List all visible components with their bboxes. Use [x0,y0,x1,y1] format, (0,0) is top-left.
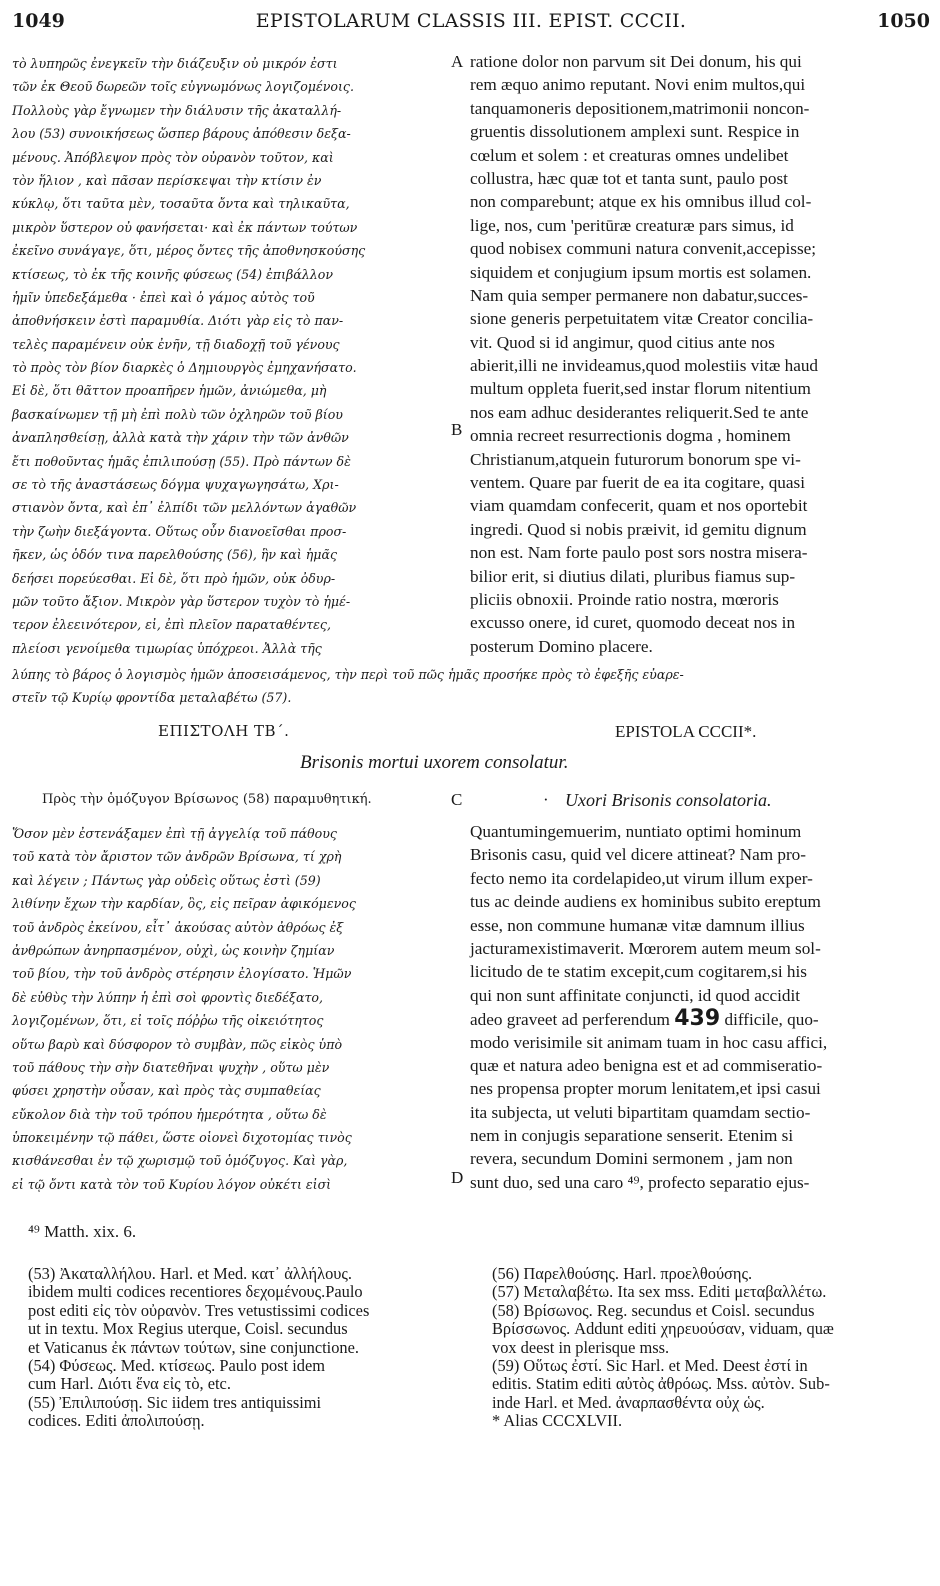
latin-text-line: omnia recreet resurrectionis dogma , hominem [470,426,791,446]
greek-text-line: ῆκεν, ὡς ὁδόν τινα παρελθούσης (56), ἣν καὶ ἡμᾶς [12,547,338,563]
latin-text-line: nes propensa propter morum lenitatem,et ipsi casui [470,1079,821,1099]
greek-text-line: ἔτι ποθοῦντας ἡμᾶς ἐπιλιπούσῃ (55). Πρὸ πάντων δὲ [12,453,351,469]
note-line: Βρίσσωνος. Addunt editi χηρευούσαν, viduam, quæ [492,1319,834,1339]
latin-text-line: nos eam adhuc desiderantes reliquerit.Sed te ante [470,402,809,422]
greek-text-line: ἀποθνήσκειν ἐστὶ παραμυθία. Διότι γὰρ εἰς τὸ παν- [12,313,344,329]
latin-subtitle: Uxori Brisonis consolatoria. [565,790,772,810]
epistle-argument: Brisonis mortui uxorem consolatur. [300,752,569,773]
greek-text-line: τοῦ πάθους τὴν σὴν διατεθῆναι ψυχὴν , οὕτω μὲν [12,1059,330,1075]
latin-text-line: nem in conjugis separatione senserit. Etenim si [470,1126,794,1146]
note-line: post editi εἰς τὸν οὐρανὸν. Tres vetustissimi codices [28,1300,370,1320]
greek-text-line: τὴν ζωὴν διεξάγοντα. Οὕτως οὖν διανοεῖσθαι προσ- [12,523,347,539]
greek-text-line: στιανὸν ὄντα, καὶ ἐπ᾽ ἐλπίδι τῶν μελλόντων ἀγαθῶν [12,500,357,516]
latin-text-line: gruentis dissolutionem amplexi sunt. Respice in [470,122,800,142]
latin-text-line: collustra, hæc quæ tot et tanta sunt, paulo post [470,168,788,188]
note-line: codices. Editi ἀπολιπούσῃ. [28,1411,205,1431]
margin-marker-a: A [451,52,464,71]
greek-text-line: λου (53) συνοικήσεως ὥσπερ βάρους ἀπόθεσιν δεξα- [12,126,351,142]
greek-text-line: ἀναπλησθείσῃ, ἀλλὰ κατὰ τὴν χάριν τὴν τῶν ἀνθῶν [12,430,349,446]
note-line: inde Harl. et Med. ἀναρπασθέντα οὐχ ὡς. [492,1392,765,1412]
page-number-left: 1049 [12,10,65,32]
latin-text-line: pliciis obnoxii. Proinde ratio nostra, mœroris [470,589,779,609]
greek-text-line: στεῖν τῷ Κυρίῳ φροντίδα μεταλαβέτω (57). [12,690,292,706]
note-line: (58) Βρίσωνος. Reg. secundus et Coisl. secundus [492,1300,815,1320]
latin-text-line: rem æquo animo reputant. Novi enim multos,qui [470,75,806,95]
margin-marker-b: B [451,420,463,439]
greek-text-line: Εἰ δὲ, ὅτι θᾶττον προαπῆρεν ἡμῶν, ἀνιώμεθα, μὴ [12,383,327,399]
greek-text-line: βασκαίνωμεν τῇ μὴ ἐπὶ πολὺ τῶν ὀχληρῶν τοῦ βίου [12,406,343,422]
latin-text-line: quæ et natura adeo benigna est et ad commiseratio- [470,1055,823,1075]
latin-text-line: non comparebunt; atque ex his omnibus illud col- [470,192,812,212]
greek-text-line: πλείοσι γενοίμεθα τιμωρίας ὑπόχρεοι. Ἀλλὰ τῆς [12,640,322,656]
note-line: (57) Μεταλαβέτω. Ita sex mss. Editi μεταβαλλέτω. [492,1282,827,1302]
latin-text-line: ita subjecta, ut veluti bipartitam quamdam sectio- [470,1102,811,1122]
margin-marker-d: D [451,1168,464,1187]
greek-text-line: σε τὸ τῆς ἀναστάσεως δόγμα ψυχαγωγησάτω, Χρι- [12,477,339,493]
latin-text-line: excusso onere, id curet, quomodo deceat nos in [470,613,796,633]
greek-text-line: τελὲς παραμένειν οὐκ ἐνῆν, τῇ διαδοχῇ τοῦ γένους [12,336,340,352]
latin-text-line: quod nobisex communi natura convenit,accepisse; [470,239,817,259]
greek-epistle-heading: ΕΠΙΣΤΟΛΗ ΤΒ΄. [158,722,290,740]
greek-text-line: οὕτω βαρὺ καὶ δύσφορον τὸ συμβὰν, πῶς εἰκὸς ὑπὸ [12,1036,343,1052]
greek-text-line: ὑποκειμένην τῷ πάθει, ὥστε οἱονεὶ διχοτομίας τινὸς [12,1130,352,1146]
latin-text-line: sione generis perpetuitatem vitæ Creator concilia- [470,309,814,329]
greek-text-line: εὔκολον διὰ τὴν τοῦ τρόπου ἡμερότητα , οὕτω δὲ [12,1106,327,1122]
latin-text-line: Quantumingemuerim, nuntiato optimi hominum [470,822,802,841]
latin-text-line: lige, nos, cum 'peritūræ creaturæ pars simus, id [470,215,794,235]
note-line: ut in textu. Mox Regius uterque, Coisl. secundus [28,1319,348,1339]
latin-column-body [470,820,930,1194]
greek-text-line: τῶν ἐκ Θεοῦ δωρεῶν τοῖς εὐγνωμόνως λογιζομένοις. [12,79,354,95]
greek-text-line: τοῦ κατὰ τὸν ἄριστον τῶν ἀνδρῶν Βρίσωνα, τί χρὴ [12,849,342,865]
latin-text-line: ventem. Quare par fuerit de ea ita cogitare, quasi [470,473,805,493]
greek-text-line: τοῦ ἀνδρὸς ἐκείνου, εἶτ᾽ ἀκούσας αὐτὸν ἀθρόως ἐξ [12,919,344,935]
latin-text-line: sunt duo, sed una caro ⁴⁹, profecto separatio ejus- [470,1172,810,1192]
latin-text-line: posterum Domino placere. [470,636,653,656]
note-line: (55) Ἐπιλιπούσῃ. Sic iidem tres antiquissimi [28,1392,322,1412]
note-line: (59) Οὕτως ἐστί. Sic Harl. et Med. Deest ἐστί in [492,1355,808,1375]
latin-text-line: bilior erit, si diutius dilati, pluribus fiamus sup- [470,566,796,586]
latin-text-line: Nam quia semper permanere non dabatur,succes- [470,285,809,305]
margin-marker-c: C [451,790,463,809]
greek-text-line: κτίσεως, τὸ ἐκ τῆς κοινῆς φύσεως (54) ἐπιβάλλον [12,266,333,282]
latin-text-line: siquidem et conjugium ipsum mortis est solamen. [470,262,812,282]
latin-column-top [470,50,930,658]
note-line: cum Harl. Διότι ἕνα εἰς τὸ, etc. [28,1374,231,1394]
notes-right-column [492,1265,932,1431]
latin-text-line: tanquamoneris depositionem,matrimonii noncon- [470,98,810,118]
running-header [12,10,930,40]
greek-subtitle: Πρὸς τὴν ὁμόζυγον Βρίσωνος (58) παραμυθητική. [42,792,372,807]
greek-text-line: ἐκεῖνο συνάγαγε, ὅτι, μέρος ὄντες τῆς ἀποθνησκούσης [12,243,366,259]
greek-text-line: καὶ λέγειν ; Πάντως γὰρ οὐδεὶς οὕτως ἐστὶ (59) [12,872,321,888]
latin-text-fragment: difficile, quo- [724,1010,819,1030]
latin-text-line: qui non sunt affinitate conjuncti, id quod accidit [470,985,800,1005]
greek-fullwidth-lines [12,663,930,710]
greek-text-line: τὸ πρὸς τὸν βίον διαρκὲς ὁ Δημιουργὸς ἐμηχανήσατο. [12,360,357,376]
greek-text-line: μῶν τοῦτο ἄξιον. Μικρὸν γὰρ ὕστερον τυχὸν τὸ ἡμέ- [12,593,351,609]
greek-column-top [12,52,452,660]
latin-text-line: tus ac deinde audiens ex hominibus subito ereptum [470,892,821,912]
latin-text-line [470,1007,930,1030]
greek-text-line: λογιζομένων, ὅτι, εἰ τοῖς πόῤῥω τῆς οἰκειότητος [12,1013,324,1029]
latin-text-line: ingredi. Quod si nobis præivit, id gemitu dignum [470,519,807,539]
note-line: ibidem multi codices recentiores δεχομένους.Paulo [28,1282,363,1302]
latin-text-line: fecto nemo ita cordelapideo,ut virum illum exper- [470,868,813,888]
latin-text-line: esse, non commune humanæ vitæ damnum illius [470,915,805,935]
latin-text-line: licitudo de te statim excepit,cum cogitarem,si his [470,962,807,982]
greek-text-line: δὲ εὐθὺς τὴν λύπην ἡ ἐπὶ σοὶ φροντὶς διεδέξατο, [12,989,324,1005]
note-line: (53) Ἀκαταλλήλου. Harl. et Med. κατ᾽ ἀλλήλους. [28,1264,352,1283]
note-line: editis. Statim editi αὐτὸς ἀθρόως. Mss. αὐτὸν. Sub- [492,1374,830,1394]
greek-text-line: τὸ λυπηρῶς ἐνεγκεῖν τὴν διάζευξιν οὐ μικρόν ἐστι [12,56,338,71]
greek-text-line: μικρὸν ὕστερον οὐ φανήσεται· καὶ ἐκ πάντων τούτων [12,219,358,235]
running-title: EPISTOLARUM CLASSIS III. EPIST. CCCII. [255,10,687,32]
greek-text-line: δεήσει πορεύεσθαι. Εἰ δὲ, ὅτι πρὸ ἡμῶν, οὐκ ὀδυρ- [12,570,336,586]
latin-text-fragment: adeo graveet ad perferendum [470,1010,670,1030]
latin-text-line: non est. Nam forte paulo post sors nostra misera- [470,543,808,563]
greek-text-line: τερον ἐλεεινότερον, εἰ, ἐπὶ πλεῖον παραταθέντες, [12,617,331,633]
greek-text-line: τὸν ἥλιον , καὶ πᾶσαν περίσκεψαι τὴν κτίσιν ἐν [12,172,322,188]
note-line: vox deest in plerisque mss. [492,1337,670,1357]
greek-text-line: ἡμῖν ὑπεδεξάμεθα · ἐπεὶ καὶ ὁ γάμος αὐτὸς τοῦ [12,289,315,305]
subtitle-dot: · [543,790,549,809]
greek-text-line: μένους. Ἀπόβλεψον πρὸς τὸν οὐρανὸν τοῦτον, καὶ [12,149,334,165]
greek-text-line: λύπης τὸ βάρος ὁ λογισμὸς ἡμῶν ἀποσεισάμενος, τὴν περὶ τοῦ πῶς ἡμᾶς προσήκε πρὸς τὸ ἐφεξῆς εὐαρε- [12,667,684,682]
greek-text-line: φύσει χρηστὴν οὖσαν, καὶ πρὸς τὰς συμπαθείας [12,1083,321,1099]
latin-text-line: viam quamdam confecerit, quam et nos oportebit [470,496,808,516]
latin-text-line: cœlum et solem : et creaturas omnes undelibet [470,145,789,165]
greek-text-line: λιθίνην ἔχων τὴν καρδίαν, ὃς, εἰς πεῖραν ἀφικόμενος [12,896,356,912]
latin-text-line: Christianum,atquein futurorum bonorum spe vi- [470,449,801,469]
page-number-right: 1050 [877,10,930,32]
scripture-footnote: ⁴⁹ Matth. xix. 6. [28,1222,137,1241]
latin-text-line: multum oppleta fuerit,sed instar florum nitentium [470,379,811,399]
greek-text-line: κύκλῳ, ὅτι ταῦτα μὲν, τοσαῦτα ὄντα καὶ τηλικαῦτα, [12,196,350,212]
latin-text-line: revera, secundum Domini sermonem , jam non [470,1149,793,1169]
greek-text-line: ἀνθρώπων ἀνηρπασμένον, οὐχὶ, ὡς κοινὴν ζημίαν [12,942,335,958]
note-line: * Alias CCCXLVII. [492,1411,623,1431]
notes-left-column [28,1265,448,1431]
note-line: et Vaticanus ἐκ πάντων τούτων, sine conjunctione. [28,1337,359,1357]
greek-text-line: Πολλοὺς γὰρ ἔγνωμεν τὴν διάλυσιν τῆς ἀκαταλλή- [12,102,342,118]
greek-text-line: τοῦ βίου, τὴν τοῦ ἀνδρὸς στέρησιν ἐλογίσατο. Ἡμῶν [12,966,352,982]
greek-column-body [12,822,452,1196]
latin-text-line: jacturamexistimaverit. Mœrorem autem meum sol- [470,938,821,958]
latin-text-line: abierit,illi ne invideamus,quod molestiis vitæ haud [470,356,819,376]
latin-text-line: Brisonis casu, quid vel dicere attineat? Nam pro- [470,845,807,865]
note-line: (56) Παρελθούσης. Harl. προελθούσης. [492,1264,753,1283]
greek-text-line: κισθάνεσθαι ἐν τῷ χωρισμῷ τοῦ ὁμόζυγος. Καὶ γὰρ, [12,1153,348,1169]
greek-text-line: Ὅσον μὲν ἐστενάξαμεν ἐπὶ τῇ ἀγγελίᾳ τοῦ πάθους [12,826,337,841]
latin-epistle-heading: EPISTOLA CCCII*. [615,722,757,741]
column-number: 439 [674,1006,721,1032]
latin-text-line: vit. Quod si id angimur, quod citius ante nos [470,332,775,352]
greek-text-line: εἰ τῷ ὄντι κατὰ τὸν τοῦ Κυρίου λόγον οὐκέτι εἰσὶ [12,1176,332,1192]
latin-text-line: ratione dolor non parvum sit Dei donum, his qui [470,52,802,71]
latin-text-line: modo verisimile sit animam tuam in hoc casu affici, [470,1032,828,1052]
note-line: (54) Φύσεως. Med. κτίσεως. Paulo post idem [28,1355,326,1375]
